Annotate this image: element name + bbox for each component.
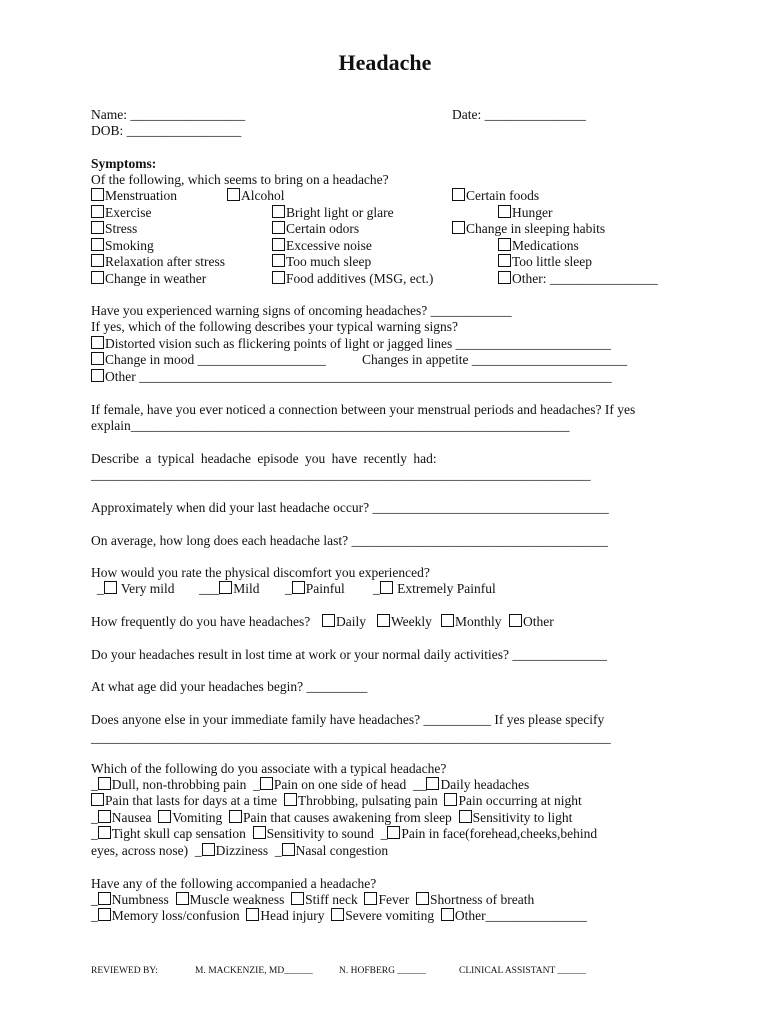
checkbox-icon[interactable]	[229, 810, 242, 823]
checkbox-icon[interactable]	[91, 369, 104, 382]
mackenzie-signoff[interactable]: M. MACKENZIE, MD______	[195, 966, 313, 976]
associate-row: _ Dull, non-throbbing pain _ Pain on one side of head __ Daily headaches	[91, 777, 530, 792]
checkbox-icon[interactable]	[498, 271, 511, 284]
checkbox-icon[interactable]	[444, 793, 457, 806]
checkbox-icon[interactable]	[246, 908, 259, 921]
checkbox-icon[interactable]	[91, 238, 104, 251]
checkbox-icon[interactable]	[426, 777, 439, 790]
describe-field[interactable]: __________________________________________________________________________	[91, 467, 591, 482]
checkbox-icon[interactable]	[91, 188, 104, 201]
checkbox-icon[interactable]	[91, 793, 104, 806]
checkbox-icon[interactable]	[272, 271, 285, 284]
discomfort-option[interactable]: _ Painful	[285, 581, 345, 596]
checkbox-icon[interactable]	[377, 614, 390, 627]
checkbox-icon[interactable]	[91, 205, 104, 218]
describe-question: Describe a typical headache episode you have recently had:	[91, 451, 437, 466]
checkbox-icon[interactable]	[459, 810, 472, 823]
clinical-assistant-signoff[interactable]: CLINICAL ASSISTANT ______	[459, 966, 586, 976]
checkbox-icon[interactable]	[98, 908, 111, 921]
trigger-option[interactable]: Change in weather	[91, 271, 206, 287]
trigger-option[interactable]: Food additives (MSG, ect.)	[272, 271, 433, 287]
trigger-option[interactable]: Excessive noise	[272, 238, 372, 254]
warning-option[interactable]: Change in mood ___________________	[91, 352, 326, 368]
trigger-option[interactable]: Alcohol	[227, 188, 285, 204]
trigger-option[interactable]: Bright light or glare	[272, 205, 394, 221]
appetite-field[interactable]: Changes in appetite _______________________	[362, 352, 628, 367]
associate-row: Pain that lasts for days at a time Throbbing, pulsating pain Pain occurring at night	[91, 793, 582, 809]
checkbox-icon[interactable]	[158, 810, 171, 823]
trigger-option[interactable]: Too much sleep	[272, 254, 371, 270]
trigger-option[interactable]: Hunger	[498, 205, 553, 221]
checkbox-icon[interactable]	[291, 892, 304, 905]
trigger-option[interactable]: Relaxation after stress	[91, 254, 225, 270]
warning-option[interactable]: Other ______________________________________________________________________	[91, 369, 612, 385]
trigger-option[interactable]: Change in sleeping habits	[452, 221, 605, 237]
accompanied-question: Have any of the following accompanied a headache?	[91, 876, 377, 891]
frequency-option[interactable]: Other	[509, 614, 554, 630]
checkbox-icon[interactable]	[272, 221, 285, 234]
warning-question: Have you experienced warning signs of oncoming headaches? ____________	[91, 303, 512, 318]
checkbox-icon[interactable]	[98, 892, 111, 905]
checkbox-icon[interactable]	[202, 843, 215, 856]
discomfort-option[interactable]: _ Very mild	[97, 581, 175, 596]
discomfort-question: How would you rate the physical discomfort you experienced?	[91, 565, 430, 580]
checkbox-icon[interactable]	[98, 777, 111, 790]
checkbox-icon[interactable]	[387, 826, 400, 839]
checkbox-icon[interactable]	[331, 908, 344, 921]
trigger-option[interactable]: Medications	[498, 238, 579, 254]
frequency-question: How frequently do you have headaches?	[91, 614, 311, 629]
discomfort-option[interactable]: ___ Mild	[199, 581, 260, 596]
trigger-option[interactable]: Exercise	[91, 205, 151, 221]
checkbox-icon[interactable]	[416, 892, 429, 905]
duration-field[interactable]: On average, how long does each headache last? ______________________________________	[91, 533, 609, 548]
checkbox-icon[interactable]	[380, 581, 393, 594]
checkbox-icon[interactable]	[452, 221, 465, 234]
last-headache-field[interactable]: Approximately when did your last headache occur? ___________________________________	[91, 500, 609, 515]
female-question: If female, have you ever noticed a connection between your menstrual periods and headaches? If yes	[91, 402, 636, 417]
frequency-option[interactable]: Weekly	[377, 614, 432, 630]
family-question[interactable]: Does anyone else in your immediate family have headaches? __________ If yes please specify	[91, 712, 605, 727]
checkbox-icon[interactable]	[253, 826, 266, 839]
checkbox-icon[interactable]	[441, 614, 454, 627]
checkbox-icon[interactable]	[98, 810, 111, 823]
warning-option[interactable]: Distorted vision such as flickering points of light or jagged lines _______________________	[91, 336, 611, 352]
accompanied-row: _ Memory loss/confusion Head injury Severe vomiting Other_______________	[91, 908, 587, 923]
trigger-option[interactable]: Certain foods	[452, 188, 539, 204]
associate-row: _ Nausea Vomiting Pain that causes awakening from sleep Sensitivity to light	[91, 810, 573, 825]
trigger-option[interactable]: Smoking	[91, 238, 154, 254]
symptoms-question: Of the following, which seems to bring on a headache?	[91, 172, 389, 187]
checkbox-icon[interactable]	[260, 777, 273, 790]
trigger-option[interactable]: Other: ________________	[498, 271, 658, 287]
checkbox-icon[interactable]	[91, 221, 104, 234]
checkbox-icon[interactable]	[509, 614, 522, 627]
checkbox-icon[interactable]	[284, 793, 297, 806]
trigger-option[interactable]: Too little sleep	[498, 254, 592, 270]
checkbox-icon[interactable]	[227, 188, 240, 201]
checkbox-icon[interactable]	[498, 205, 511, 218]
checkbox-icon[interactable]	[98, 826, 111, 839]
checkbox-icon[interactable]	[91, 352, 104, 365]
hofberg-signoff[interactable]: N. HOFBERG ______	[339, 966, 426, 976]
checkbox-icon[interactable]	[364, 892, 377, 905]
checkbox-icon[interactable]	[452, 188, 465, 201]
trigger-option[interactable]: Certain odors	[272, 221, 359, 237]
reviewed-by-label: REVIEWED BY:	[91, 966, 158, 976]
associate-row: eyes, across nose) _ Dizziness _ Nasal congestion	[91, 843, 389, 858]
accompanied-row: _ Numbness Muscle weakness Stiff neck Fever Shortness of breath	[91, 892, 535, 907]
checkbox-icon[interactable]	[104, 581, 117, 594]
checkbox-icon[interactable]	[91, 336, 104, 349]
trigger-option[interactable]: Stress	[91, 221, 137, 237]
female-explain-field[interactable]: explain_________________________________________________________________	[91, 418, 570, 433]
checkbox-icon[interactable]	[91, 271, 104, 284]
name-field[interactable]: Name: _________________	[91, 107, 246, 122]
date-field[interactable]: Date: _______________	[452, 107, 586, 122]
discomfort-option[interactable]: _ Extremely Painful	[373, 581, 496, 596]
dob-field[interactable]: DOB: _________________	[91, 123, 242, 138]
checkbox-icon[interactable]	[498, 254, 511, 267]
age-field[interactable]: At what age did your headaches begin? _________	[91, 679, 368, 694]
checkbox-icon[interactable]	[91, 254, 104, 267]
checkbox-icon[interactable]	[498, 238, 511, 251]
checkbox-icon[interactable]	[176, 892, 189, 905]
frequency-option[interactable]: Monthly	[441, 614, 502, 630]
associate-question: Which of the following do you associate with a typical headache?	[91, 761, 447, 776]
associate-row: _ Tight skull cap sensation Sensitivity to sound _ Pain in face(forehead,cheeks,behind	[91, 826, 598, 841]
checkbox-icon[interactable]	[219, 581, 232, 594]
lost-time-field[interactable]: Do your headaches result in lost time at work or your normal daily activities? ______________	[91, 647, 607, 662]
checkbox-icon[interactable]	[272, 254, 285, 267]
family-specify-field[interactable]: _____________________________________________________________________________	[91, 730, 611, 745]
warning-subquestion: If yes, which of the following describes your typical warning signs?	[91, 319, 459, 334]
trigger-option[interactable]: Menstruation	[91, 188, 177, 204]
symptoms-heading: Symptoms:	[91, 156, 157, 171]
checkbox-icon[interactable]	[272, 205, 285, 218]
checkbox-icon[interactable]	[292, 581, 305, 594]
checkbox-icon[interactable]	[322, 614, 335, 627]
checkbox-icon[interactable]	[282, 843, 295, 856]
checkbox-icon[interactable]	[272, 238, 285, 251]
page-title: Headache	[338, 50, 432, 75]
checkbox-icon[interactable]	[441, 908, 454, 921]
frequency-option[interactable]: Daily	[322, 614, 366, 630]
